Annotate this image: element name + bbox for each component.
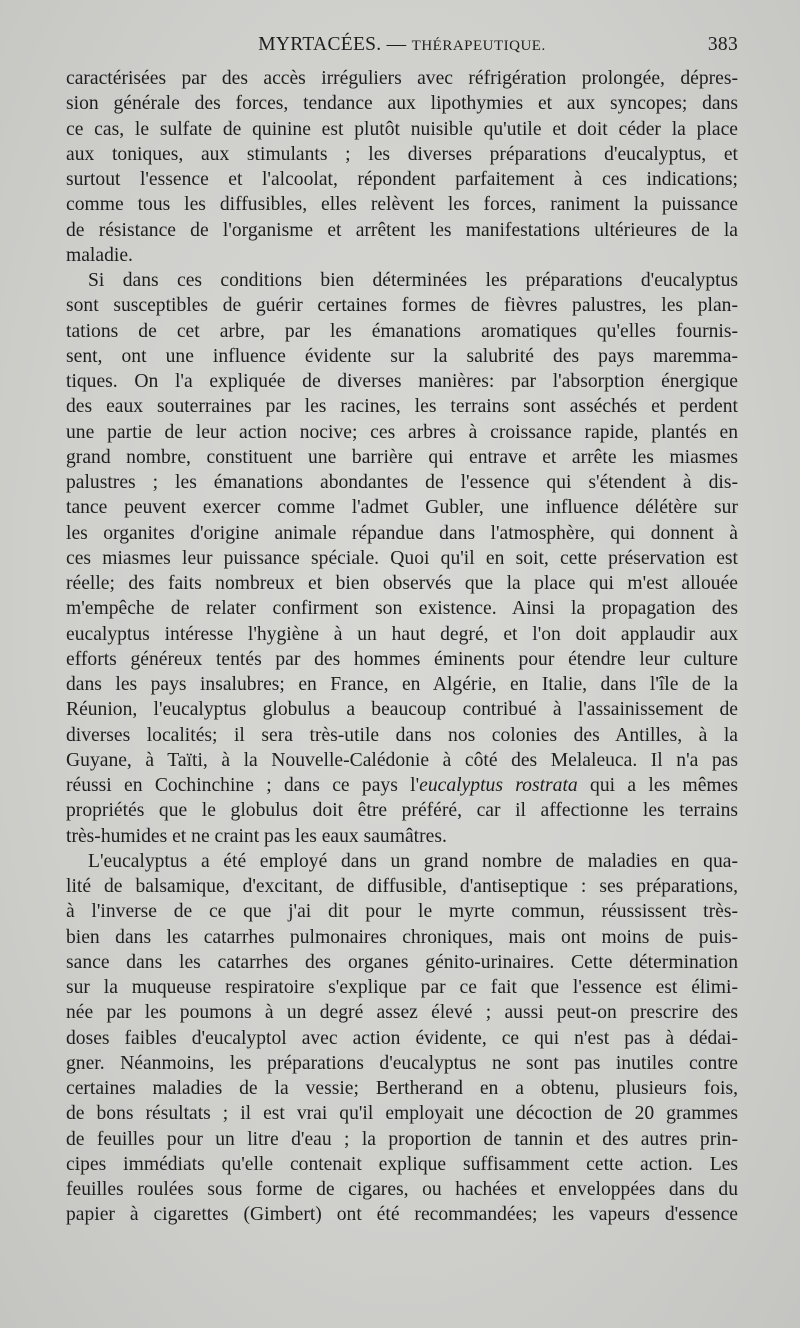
text-line: à l'inverse de ce que j'ai dit pour le myrte commun, réussissent très- [66,901,738,923]
text-line: caractérisées par des accès irréguliers avec réfrigération prolongée, dépres- [66,68,738,89]
text-line: une partie de leur action nocive; ces arbres à croissance rapide, plantés en [66,421,738,443]
text-line: palustres ; les émanations abondantes de l'essence qui s'étendent à dis- [66,472,738,493]
text-line: ce cas, le sulfate de quinine est plutôt nuisible qu'utile et doit céder la place [66,118,738,140]
text-line: surtout l'essence et l'alcoolat, répondent parfaitement à ces indications; [66,169,738,190]
paragraph-1 [66,66,738,268]
page-number: 383 [707,34,738,55]
text-line: aux toniques, aux stimulants ; les diverses préparations d'eucalyptus, et [66,143,738,165]
text-line: doses faibles d'eucalyptol avec action évidente, ce qui n'est pas à dédai- [66,1027,738,1049]
text-line: comme tous les diffusibles, elles relèvent les forces, raniment la puissance [66,194,738,216]
text-line: ces miasmes leur puissance spéciale. Quoi qu'il en soit, cette préservation est [66,547,738,569]
paragraph-3 [66,849,738,1228]
body-text [66,66,738,1228]
text-line: sance dans les catarrhes des organes génito-urinaires. Cette détermination [66,951,738,973]
text-line: réelle; des faits nombreux et bien observés que la place qui m'est allouée [66,573,738,594]
text-line: cipes immédiats qu'elle contenait explique suffisamment cette action. Les [66,1153,738,1175]
text-line: grand nombre, constituent une barrière qui entrave et arrête les miasmes [66,446,738,468]
text-line: tiques. On l'a expliquée de diverses manières: par l'absorption énergique [66,371,738,392]
text-line: de résistance de l'organisme et arrêtent les manifestations ultérieures de la [66,219,738,241]
text-line: tations de cet arbre, par les émanations aromatiques qu'elles fournis- [66,320,738,342]
text-line: certaines maladies de la vessie; Bertherand en a obtenu, plusieurs fois, [66,1078,738,1099]
text-line: feuilles roulées sous forme de cigares, ou hachées et enveloppées dans du [66,1179,738,1200]
text-line: née par les poumons à un degré assez élevé ; aussi peut-on prescrire des [66,1002,738,1024]
text-line: Si dans ces conditions bien déterminées les préparations d'eucalyptus [88,270,738,291]
paragraph-2 [66,268,738,849]
running-title [66,34,738,56]
text-line: papier à cigarettes (Gimbert) ont été recommandées; les vapeurs d'essence [66,1204,738,1226]
text-segment: qui a les mêmes [577,775,738,796]
text-line: m'empêche de relater confirment son existence. Ainsi la propagation des [66,598,738,620]
text-line: dans les pays insalubres; en France, en Algérie, en Italie, dans l'île de la [66,674,738,695]
page-header [66,30,738,60]
text-line: des eaux souterraines par les racines, les terrains sont asséchés et perdent [66,396,738,418]
running-title-subtitle: THÉRAPEUTIQUE. [411,38,546,54]
text-line: gner. Néanmoins, les préparations d'eucalyptus ne sont pas inutiles contre [66,1052,738,1074]
text-line: bien dans les catarrhes pulmonaires chroniques, mais ont moins de puis- [66,926,738,948]
text-line: eucalyptus intéresse l'hygiène à un haut degré, et l'on doit applaudir aux [66,623,738,645]
text-line: de bons résultats ; il est vrai qu'il employait une décoction de 20 grammes [66,1103,738,1125]
text-line: sion générale des forces, tendance aux lipothymies et aux syncopes; dans [66,93,738,115]
text-line: propriétés que le globulus doit être préféré, car il affectionne les terrains [66,800,738,822]
text-line: sur la muqueuse respiratoire s'explique par ce fait que l'essence est élimi- [66,977,738,998]
text-line: tance peuvent exercer comme l'admet Gubler, une influence délétère sur [66,497,738,519]
running-title-main: MYRTACÉES. — [258,34,407,55]
text-line: Guyane, à Taïti, à la Nouvelle-Calédonie à côté des Melaleuca. Il n'a pas [66,749,738,771]
text-line: très-humides et ne craint pas les eaux saumâtres. [66,825,447,847]
text-line: sent, ont une influence évidente sur la salubrité des pays maremma- [66,345,738,367]
text-line: maladie. [66,244,133,266]
text-line: L'eucalyptus a été employé dans un grand nombre de maladies en qua- [88,850,738,872]
text-line-with-italic [66,773,738,798]
text-segment: réussi en Cochinchine ; dans ce pays l' [66,775,420,796]
text-line: Réunion, l'eucalyptus globulus a beaucoup contribué à l'assainissement de [66,699,738,721]
text-line: de feuilles pour un litre d'eau ; la proportion de tannin et des autres prin- [66,1128,738,1150]
text-line: sont susceptibles de guérir certaines formes de fièvres palustres, les plan- [66,295,738,317]
text-line: les organites d'origine animale répandue dans l'atmosphère, qui donnent à [66,522,738,544]
italic-species-name: eucalyptus rostrata [419,775,578,796]
text-line: lité de balsamique, d'excitant, de diffusible, d'antiseptique : ses préparations, [66,876,738,897]
text-line: efforts généreux tentés par des hommes éminents pour étendre leur culture [66,648,738,670]
text-line: diverses localités; il sera très-utile dans nos colonies des Antilles, à la [66,724,738,746]
